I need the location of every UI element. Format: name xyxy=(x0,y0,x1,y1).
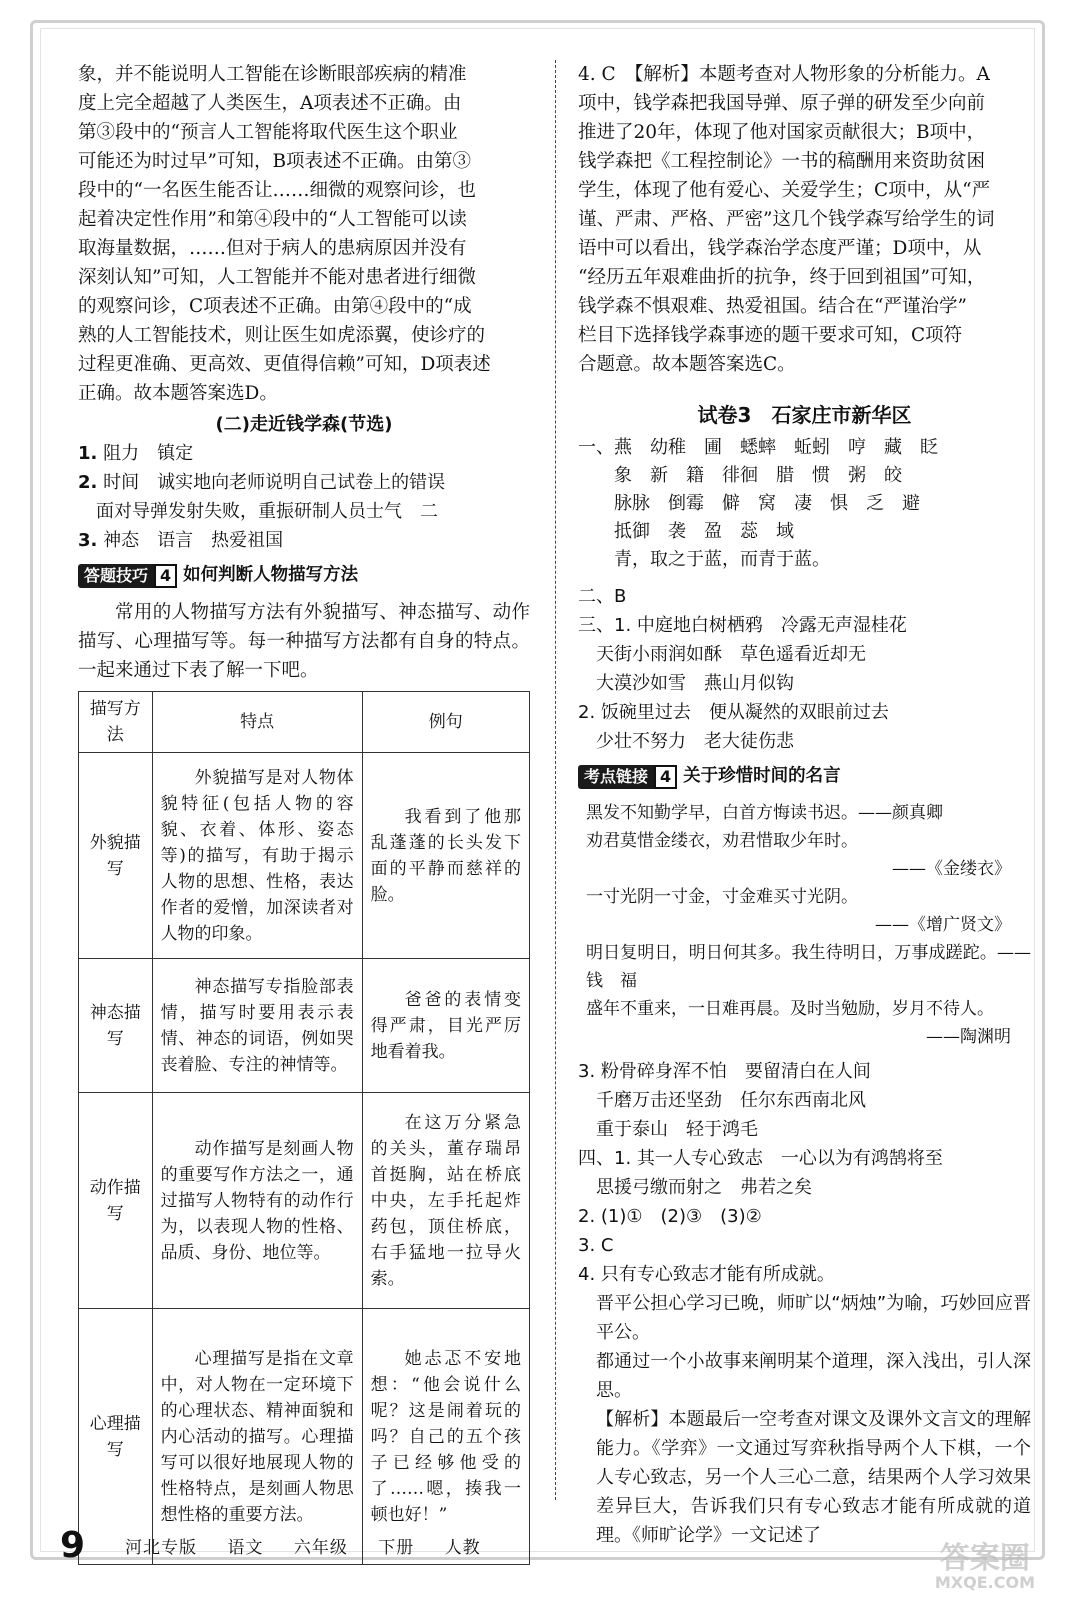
table-cell-method: 神态描写 xyxy=(79,959,153,1093)
tip-title: 如何判断人物描写方法 xyxy=(183,565,359,585)
description-table xyxy=(78,691,530,1565)
column-divider xyxy=(555,60,556,1500)
analysis-paragraph: 【解析】本题最后一空考查对课文及课外文言文的理解能力。《学弈》一文通过写弈秋指导两个人下棋，一个人专心致志，另一个人三心二意，结果两个人学习效果差异巨大，告诉我们只有专心致志才能有所成就的道理。《师旷论学》一文记述了 xyxy=(596,1409,1031,1546)
text-line: “经历五年艰难曲折的抗争，终于回到祖国”可知， xyxy=(578,267,986,288)
answer-text: 1. 中庭地白树栖鸦 冷露无声湿桂花 xyxy=(614,615,907,636)
table-header-example: 例句 xyxy=(362,692,529,753)
tip-intro: 常用的人物描写方法有外貌描写、神态描写、动作描写、心理描写等。每一种描写方法都有自身的特点。一起来通过下表了解一下吧。 xyxy=(78,602,530,681)
page-number: 9 xyxy=(60,1525,86,1566)
answer-line: 重于泰山 轻于鸿毛 xyxy=(596,1119,758,1140)
table-cell-example: 在这万分紧急的关头，董存瑞昂首挺胸，站在桥底中央，左手托起炸药包，顶住桥底，右手猛地一拉导火索。 xyxy=(362,1093,529,1309)
text-line: 象，并不能说明人工智能在诊断眼部疾病的精准 xyxy=(78,64,467,85)
table-cell-example: 爸爸的表情变得严肃，目光严厉地看着我。 xyxy=(362,959,529,1093)
answer-line: 抵御 袭 盈 蕊 域 xyxy=(614,521,794,542)
section-1 xyxy=(578,434,1031,574)
answer-line: 4. 只有专心致志才能有所成就。 xyxy=(578,1264,835,1285)
table-header-row xyxy=(79,692,530,753)
answer-1 xyxy=(78,439,530,468)
tip-header xyxy=(78,561,530,590)
right-column xyxy=(578,60,1031,1550)
text-line: 栏目下选择钱学森事迹的题干要求可知，C项符 xyxy=(578,325,963,346)
tip-number: 4 xyxy=(154,564,177,588)
left-column xyxy=(78,60,530,1565)
question-number: 3. xyxy=(78,530,98,551)
answer-line: 思援弓缴而射之 弗若之矣 xyxy=(596,1177,812,1198)
quote-source: ——《增广贤文》 xyxy=(875,915,1011,935)
text-line: 4. C 【解析】本题考查对人物形象的分析能力。A xyxy=(578,64,990,85)
footer-info xyxy=(125,1533,505,1558)
quote-text: 劝君莫惜金缕衣，劝君惜取少年时。 xyxy=(586,831,858,851)
table-row xyxy=(79,753,530,959)
answer-line: 2. (1)① (2)③ (3)② xyxy=(578,1206,762,1227)
table-cell-feature: 动作描写是刻画人物的重要写作方法之一，通过描写人物特有的动作行为，以表现人物的性格、品质、身份、地位等。 xyxy=(152,1093,362,1309)
quote-text: 明日复明日，明日何其多。我生待明日，万事成蹉跎。——钱 福 xyxy=(586,943,1031,991)
text-line: 过程更准确、更高效、更值得信赖”可知，D项表述 xyxy=(78,354,491,375)
answer-text: 神态 语言 热爱祖国 xyxy=(103,530,284,551)
answer-line: 都通过一个小故事来阐明某个道理，深入浅出，引人深思。 xyxy=(596,1351,1031,1401)
text-line: 度上完全超越了人类医生，A项表述不正确。由 xyxy=(78,93,462,114)
answer-line xyxy=(578,434,1031,462)
watermark-sub: MXQE.COM xyxy=(934,1573,1035,1592)
question-number: 1. xyxy=(78,443,98,464)
watermark-logo xyxy=(934,1541,1035,1592)
section-title: (二)走近钱学森(节选) xyxy=(215,414,393,435)
section-3-q3 xyxy=(578,1057,1031,1144)
answer-line: 四、1. 其一人专心致志 一心以为有鸿鹄将至 xyxy=(578,1148,943,1169)
text-line: 钱学森把《工程控制论》一书的稿酬用来资助贫困 xyxy=(578,151,986,172)
quote-text: 一寸光阴一寸金，寸金难买寸光阴。 xyxy=(586,887,858,907)
table-cell-method: 外貌描写 xyxy=(79,753,153,959)
text-line: 的观察问诊，C项表述不正确。由第④段中的“成 xyxy=(78,296,472,317)
text-line: 深刻认知”可知，人工智能并不能对患者进行细微 xyxy=(78,267,476,288)
text-line: 熟的人工智能技术，则让医生如虎添翼，使诊疗的 xyxy=(78,325,486,346)
text-line: 段中的“一名医生能否让……细微的观察问诊，也 xyxy=(78,180,476,201)
answer-line: 大漠沙如雪 燕山月似钩 xyxy=(596,673,794,694)
section-3 xyxy=(578,611,1031,756)
text-line: 第③段中的“预言人工智能将取代医生这个职业 xyxy=(78,122,458,143)
table-cell-example: 她忐忑不安地想：“他会说什么呢？这是闹着玩的吗？自己的五个孩子已经够他受的了……嗯，揍我一顿也好！” xyxy=(362,1309,529,1565)
text-line: 谨、严肃、严格、严密”这几个钱学森写给学生的词 xyxy=(578,209,995,230)
quote-list xyxy=(578,799,1031,1051)
table-cell-method: 动作描写 xyxy=(79,1093,153,1309)
paper-title: 试卷3 石家庄市新华区 xyxy=(697,403,912,427)
footer-edition: 河北专版 xyxy=(125,1538,198,1558)
footer-publisher: 人教 xyxy=(444,1538,481,1558)
text-line: 项中，钱学森把我国导弹、原子弹的研发至少向前 xyxy=(578,93,986,114)
q4-analysis xyxy=(578,60,1031,379)
text-line: 可能还为时过早”可知，B项表述不正确。由第③ xyxy=(78,151,472,172)
answer-line: 青，取之于蓝，而青于蓝。 xyxy=(614,549,830,570)
section-2: 二、B xyxy=(578,586,627,607)
answer-line: 象 新 籍 徘徊 腊 惯 粥 皎 xyxy=(614,465,902,486)
table-cell-method: 心理描写 xyxy=(79,1309,153,1565)
link-title: 关于珍惜时间的名言 xyxy=(683,766,841,786)
answer-line: 2. 饭碗里过去 便从凝然的双眼前过去 xyxy=(578,702,889,723)
answer-line: 千磨万击还坚劲 任尔东西南北风 xyxy=(596,1090,866,1111)
quote-source: ——《金缕衣》 xyxy=(892,859,1011,879)
watermark-main: 答案圈 xyxy=(939,1541,1030,1576)
answer-line: 晋平公担心学习已晚，师旷以“炳烛”为喻，巧妙回应晋平公。 xyxy=(596,1293,1031,1343)
text-line: 合题意。故本题答案选C。 xyxy=(578,354,796,375)
answer-line: 少壮不努力 老大徒伤悲 xyxy=(596,731,794,752)
text-line: 起着决定性作用”和第④段中的“人工智能可以读 xyxy=(78,209,467,230)
text-line: 推进了20年，体现了他对国家贡献很大；B项中， xyxy=(578,122,986,143)
answer-text: 燕 幼稚 圃 蟋蟀 蚯蚓 哼 藏 眨 xyxy=(614,437,938,458)
answer-line: 天街小雨润如酥 草色遥看近却无 xyxy=(596,644,866,665)
answer-line: 脉脉 倒霉 僻 窝 凄 惧 乏 避 xyxy=(614,493,920,514)
answer-line: 3. 粉骨碎身浑不怕 要留清白在人间 xyxy=(578,1061,871,1082)
answer-text: 时间 诚实地向老师说明自己试卷上的错误 xyxy=(103,472,446,493)
text-line: 取海量数据，……但对于病人的患病原因并没有 xyxy=(78,238,467,259)
section-label: 一、 xyxy=(578,437,614,458)
text-line: 语中可以看出，钱学森治学态度严谨；D项中，从 xyxy=(578,238,982,259)
answer-2-cont: 面对导弹发射失败，重振研制人员士气 二 xyxy=(96,501,438,522)
table-header-feature: 特点 xyxy=(152,692,362,753)
link-number: 4 xyxy=(654,765,677,789)
table-cell-feature: 神态描写专指脸部表情，描写时要用表示表情、神态的词语，例如哭丧着脸、专注的神情等。 xyxy=(152,959,362,1093)
link-header xyxy=(578,762,1031,791)
answer-3 xyxy=(78,526,530,555)
quote-text: 黑发不知勤学早，白首方悔读书迟。——颜真卿 xyxy=(586,803,943,823)
question-number: 2. xyxy=(78,472,98,493)
answer-2 xyxy=(78,468,530,497)
tip-tag: 答题技巧 xyxy=(78,564,154,588)
quote-text: 盛年不重来，一日难再晨。及时当勉励，岁月不待人。 xyxy=(586,999,994,1019)
table-cell-feature: 外貌描写是对人物体貌特征(包括人物的容貌、衣着、体形、姿态等)的描写，有助于揭示人物的思想、性格，表达作者的爱憎，加深读者对人物的印象。 xyxy=(152,753,362,959)
section-label: 三、 xyxy=(578,615,614,636)
intro-paragraph xyxy=(78,60,530,408)
link-tag: 考点链接 xyxy=(578,765,654,789)
quote-source: ——陶渊明 xyxy=(926,1027,1011,1047)
table-header-method: 描写方法 xyxy=(79,692,153,753)
section-4 xyxy=(578,1144,1031,1405)
answer-line: 3. C xyxy=(578,1235,614,1256)
footer-grade: 六年级 xyxy=(293,1538,348,1558)
answer-text: 阻力 镇定 xyxy=(103,443,194,464)
text-line: 学生，体现了他有爱心、关爱学生；C项中，从“严 xyxy=(578,180,991,201)
page-footer xyxy=(60,1525,760,1566)
answer-line xyxy=(578,611,1031,640)
footer-subject: 语文 xyxy=(227,1538,264,1558)
text-line: 钱学森不惧艰难、热爱祖国。结合在“严谨治学” xyxy=(578,296,967,317)
footer-volume: 下册 xyxy=(378,1538,415,1558)
text-line: 正确。故本题答案选D。 xyxy=(78,383,278,404)
table-cell-feature: 心理描写是指在文章中，对人物在一定环境下的心理状态、精神面貌和内心活动的描写。心理描写可以很好地展现人物的性格特点，是刻画人物思想性格的重要方法。 xyxy=(152,1309,362,1565)
table-row xyxy=(79,1093,530,1309)
table-row xyxy=(79,959,530,1093)
table-cell-example: 我看到了他那乱蓬蓬的长头发下面的平静而慈祥的脸。 xyxy=(362,753,529,959)
